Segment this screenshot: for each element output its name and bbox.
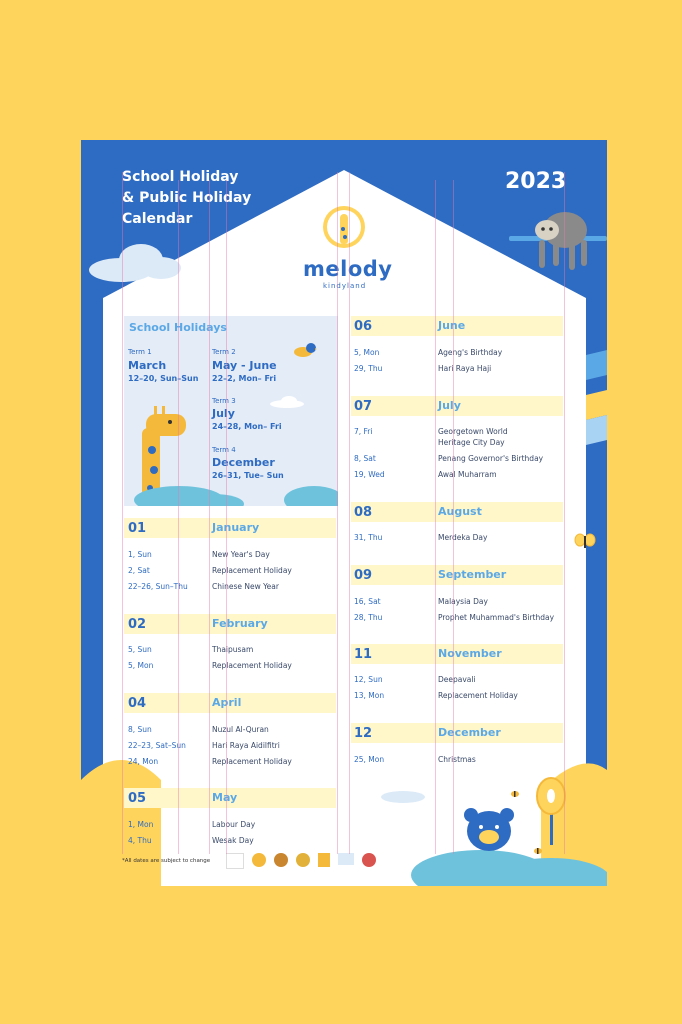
month-name-may: May	[212, 791, 238, 804]
event-jan-1: New Year's Day	[212, 550, 270, 559]
bee-icon	[533, 847, 543, 855]
month-name-november: November	[438, 647, 502, 660]
date-jan-3: 22–26, Sun–Thu	[128, 582, 188, 591]
month-number-november: 11	[354, 647, 373, 662]
title-line-2: & Public Holiday	[122, 190, 252, 206]
butterfly-icon	[574, 532, 596, 552]
term-4-label: Term 4	[212, 446, 236, 454]
event-apr-1: Nuzul Al-Quran	[212, 725, 269, 734]
school-holidays-title: School Holidays	[129, 321, 227, 334]
sponsor-logos	[226, 853, 376, 869]
event-apr-3: Replacement Holiday	[212, 757, 292, 766]
sponsor-logo-icon	[318, 853, 330, 867]
month-name-january: January	[212, 521, 260, 534]
month-number-june: 06	[354, 319, 373, 334]
month-name-april: April	[212, 696, 242, 709]
date-feb-2: 5, Mon	[128, 661, 154, 670]
event-jul-1-line2: Heritage City Day	[438, 438, 505, 447]
title-line-3: Calendar	[122, 211, 193, 227]
sponsor-logo-icon	[296, 853, 310, 867]
month-number-january: 01	[128, 521, 147, 536]
date-nov-1: 12, Sun	[354, 675, 383, 684]
event-jun-2: Hari Raya Haji	[438, 364, 492, 373]
event-jan-3: Chinese New Year	[212, 582, 279, 591]
brand-name: melody	[303, 257, 393, 281]
guide-line	[337, 172, 338, 854]
event-jun-1: Ageng's Birthday	[438, 348, 503, 357]
giraffe-logo-icon	[321, 204, 367, 250]
month-name-august: August	[438, 505, 482, 518]
term-3-label: Term 3	[212, 397, 236, 405]
event-feb-1: Thaipusam	[212, 645, 254, 654]
sponsor-logo-icon	[252, 853, 266, 867]
date-apr-2: 22–23, Sat–Sun	[128, 741, 186, 750]
month-number-september: 09	[354, 568, 373, 583]
event-dec-1: Christmas	[438, 755, 476, 764]
date-jul-2: 8, Sat	[354, 454, 376, 463]
month-name-february: February	[212, 617, 268, 630]
guide-line	[349, 172, 350, 854]
date-jul-1: 7, Fri	[354, 427, 373, 436]
term-2-dates: 22–2, Mon– Fri	[212, 374, 277, 383]
date-sep-1: 16, Sat	[354, 597, 381, 606]
event-may-1: Labour Day	[212, 820, 256, 829]
title-line-1: School Holiday	[122, 169, 239, 185]
guide-line	[564, 172, 565, 854]
bee-icon	[510, 790, 520, 798]
event-sep-2: Prophet Muhammad's Birthday	[438, 613, 555, 622]
sponsor-logo-icon	[338, 853, 354, 865]
term-1-month: March	[128, 359, 167, 372]
term-3-month: July	[212, 407, 235, 420]
month-number-august: 08	[354, 505, 373, 520]
month-number-july: 07	[354, 399, 373, 414]
month-name-december: December	[438, 726, 501, 739]
bear-icon	[461, 805, 517, 855]
event-nov-2: Replacement Holiday	[438, 691, 518, 700]
event-feb-2: Replacement Holiday	[212, 661, 292, 670]
date-jan-1: 1, Sun	[128, 550, 152, 559]
month-name-july: July	[438, 399, 461, 412]
event-jul-3: Awal Muharram	[438, 470, 497, 479]
date-apr-1: 8, Sun	[128, 725, 152, 734]
date-nov-2: 13, Mon	[354, 691, 385, 700]
month-name-june: June	[438, 319, 466, 332]
guide-line	[226, 180, 227, 854]
term-2-month: May - June	[212, 359, 277, 372]
date-may-2: 4, Thu	[128, 836, 152, 845]
sponsor-logo-icon	[362, 853, 376, 867]
cloud-left-icon	[89, 244, 181, 282]
brand-sub: kindyland	[323, 282, 367, 290]
term-2-label: Term 2	[212, 348, 236, 356]
term-3-dates: 24–28, Mon– Fri	[212, 422, 282, 431]
term-4-dates: 26–31, Tue– Sun	[212, 471, 284, 480]
date-jan-2: 2, Sat	[128, 566, 150, 575]
date-may-1: 1, Mon	[128, 820, 154, 829]
date-dec-1: 25, Mon	[354, 755, 385, 764]
month-name-september: September	[438, 568, 507, 581]
event-jul-2: Penang Governor's Birthday	[438, 454, 544, 463]
guide-line	[435, 180, 436, 854]
event-aug-1: Merdeka Day	[438, 533, 488, 542]
month-number-april: 04	[128, 696, 147, 711]
month-number-february: 02	[128, 617, 147, 632]
footer-note: *All dates are subject to change	[122, 858, 211, 864]
sponsor-logo-icon	[226, 853, 244, 869]
event-jan-2: Replacement Holiday	[212, 566, 292, 575]
guide-line	[453, 180, 454, 854]
date-feb-1: 5, Sun	[128, 645, 152, 654]
calendar-poster	[81, 140, 607, 886]
guide-line	[178, 180, 179, 854]
date-jun-1: 5, Mon	[354, 348, 380, 357]
giraffe-icon	[142, 406, 186, 500]
sponsor-logo-icon	[274, 853, 288, 867]
guide-line	[122, 172, 123, 854]
date-jul-3: 19, Wed	[354, 470, 385, 479]
date-sep-2: 28, Thu	[354, 613, 383, 622]
month-number-may: 05	[128, 791, 147, 806]
date-aug-1: 31, Thu	[354, 533, 383, 542]
event-may-2: Wesak Day	[212, 836, 254, 845]
date-jun-2: 29, Thu	[354, 364, 383, 373]
term-4-month: December	[212, 456, 275, 469]
bird-icon	[293, 342, 317, 358]
event-jul-1: Georgetown World	[438, 427, 508, 436]
term-1-dates: 12–20, Sun–Sun	[128, 374, 199, 383]
sloth-icon	[509, 210, 607, 272]
guide-line	[209, 180, 210, 854]
event-sep-1: Malaysia Day	[438, 597, 488, 606]
date-apr-3: 24, Mon	[128, 757, 159, 766]
cloud-small-icon	[269, 396, 305, 408]
event-apr-2: Hari Raya Aidilfitri	[212, 741, 280, 750]
year: 2023	[505, 169, 567, 194]
school-box-illustration	[124, 400, 338, 506]
event-nov-1: Deepavali	[438, 675, 476, 684]
term-1-label: Term 1	[128, 348, 152, 356]
month-number-december: 12	[354, 726, 373, 741]
